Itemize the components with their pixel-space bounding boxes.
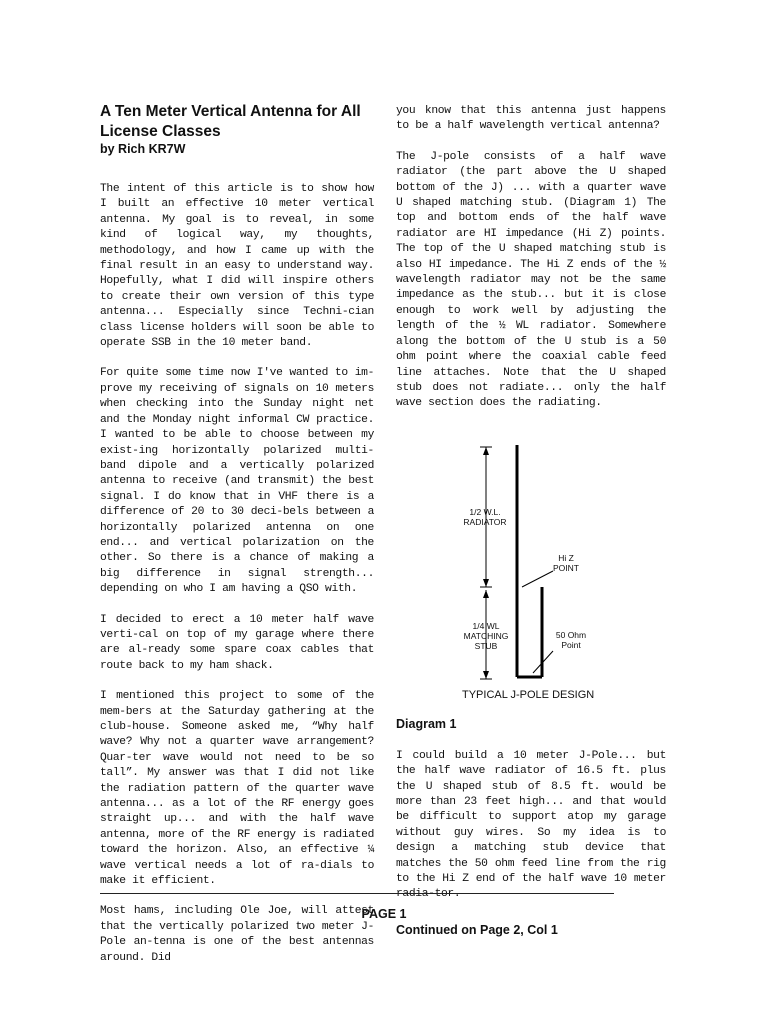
hiz-label bbox=[546, 553, 586, 573]
ohm-label-line: Point bbox=[561, 639, 581, 650]
radiator-bottom-arrow bbox=[483, 579, 489, 587]
stub-label bbox=[451, 621, 521, 651]
stub-label-line: STUB bbox=[474, 640, 498, 651]
ohm-label bbox=[541, 630, 601, 650]
paragraph: For quite some time now I've wanted to im-prove my receiving of signals on 10 meters when checking into the Sunday night net and the Monday night informal CW practice. I wanted to be able to choose between my exist-ing horizontally polarized multi-band dipole and a vertically polarized antenna to receive (and transmit) the best signal. I do know that in VHF there is a difference of 20 to 30 deci-bels between a horizontally polarized antenna on one end... and vertical polarization on the other. So there is a chance of making a big difference in signal strength... depending on who I am having a QSO with. bbox=[100, 367, 374, 596]
paragraph: I could build a 10 meter J-Pole... but the half wave radiator of 16.5 ft. plus the U shaped stub of 8.5 ft. would be more than 23 feet high... and that would be difficult to support atop my garage without guy wires. So my idea is to design a matching stub device that matches the 50 ohm feed line from the rig to the Hi Z end of the half wave 10 meter radia-tor. bbox=[396, 749, 666, 901]
jpole-diagram bbox=[396, 427, 666, 717]
paragraph: I mentioned this project to some of the mem-bers at the Saturday gathering at the club-house. Someone asked me, “Why half wave? Why not a quarter wave arrangement? Quar-ter wave would not need to be so tall”. My answer was that I did not like the radiation pattern of the quarter wave antenna... as a lot of the RF energy goes straight up... and with the half wave antenna, more of the RF energy is radiated toward the horizon. Also, an effective ¼ wave vertical needs a lot of ra-dials to make it efficient. bbox=[100, 690, 374, 888]
jpole-drawing bbox=[396, 427, 666, 717]
footer-rule bbox=[100, 893, 614, 894]
page-number: PAGE 1 bbox=[361, 907, 407, 921]
ohm-label-line: 50 Ohm bbox=[555, 629, 587, 640]
radiator-top-arrow bbox=[483, 447, 489, 455]
radiator-label bbox=[450, 507, 520, 527]
stub-bottom-arrow bbox=[483, 671, 489, 679]
paragraph: I decided to erect a 10 meter half wave verti-cal on top of my garage where there are al-ready some spare coax cables that route back to my ham shack. bbox=[100, 613, 374, 672]
continued-note: Continued on Page 2, Col 1 bbox=[396, 922, 558, 937]
radiator-label-line: RADIATOR bbox=[463, 516, 507, 527]
hiz-pointer bbox=[522, 571, 553, 587]
article-byline: by Rich KR7W bbox=[100, 142, 186, 156]
right-column bbox=[396, 96, 666, 937]
left-column bbox=[100, 96, 374, 981]
radiator-label-line: 1/2 W.L. bbox=[469, 506, 501, 517]
diagram-title: Diagram 1 bbox=[396, 716, 457, 731]
paragraph: you know that this antenna just happens to be a half wavelength vertical antenna? bbox=[396, 105, 666, 133]
hiz-label-line: Hi Z bbox=[558, 552, 574, 563]
stub-label-line: 1/4 WL bbox=[472, 620, 500, 631]
article-title: A Ten Meter Vertical Antenna for All License Classes bbox=[100, 103, 361, 140]
paragraph: The J-pole consists of a half wave radiator (the part above the U shaped bottom of the J) ... with a quarter wave U shaped matching stub. (Diagram 1) The top and bottom ends of the half wave radiator are HI impedance (Hi Z) points. The top of the U shaped matching stub is also HI impedance. The Hi Z ends of the ½ wavelength radiator may not be the same impedance as the stub... but it is close enough to work well by adjusting the length of the ½ WL radiator. Somewhere along the bottom of the U stub is a 50 ohm point where the coaxial cable feed line attaches. Note that the U shaped stub does not radiate... only the half wave section does the radiating. bbox=[396, 150, 666, 410]
paragraph: The intent of this article is to show how I built an effective 10 meter vertical antenna. My goal is to reveal, in some kind of logical way, my thoughts, methodology, and how I came up with the final result in an easy to understand way. Hopefully, what I did will inspire others to create their own version of this type antenna... Especially since Techni-cian class license holders will soon be able to operate SSB in the 10 meter band. bbox=[100, 183, 374, 350]
paragraph: Most hams, including Ole Joe, will attest that the vertically polarized two meter J-Pole an-tenna is one of the best antennas around. Did bbox=[100, 905, 374, 964]
stub-label-line: MATCHING bbox=[463, 630, 509, 641]
diagram-caption: TYPICAL J-POLE DESIGN bbox=[462, 688, 595, 701]
hiz-label-line: POINT bbox=[553, 562, 579, 573]
stub-top-arrow bbox=[483, 590, 489, 598]
